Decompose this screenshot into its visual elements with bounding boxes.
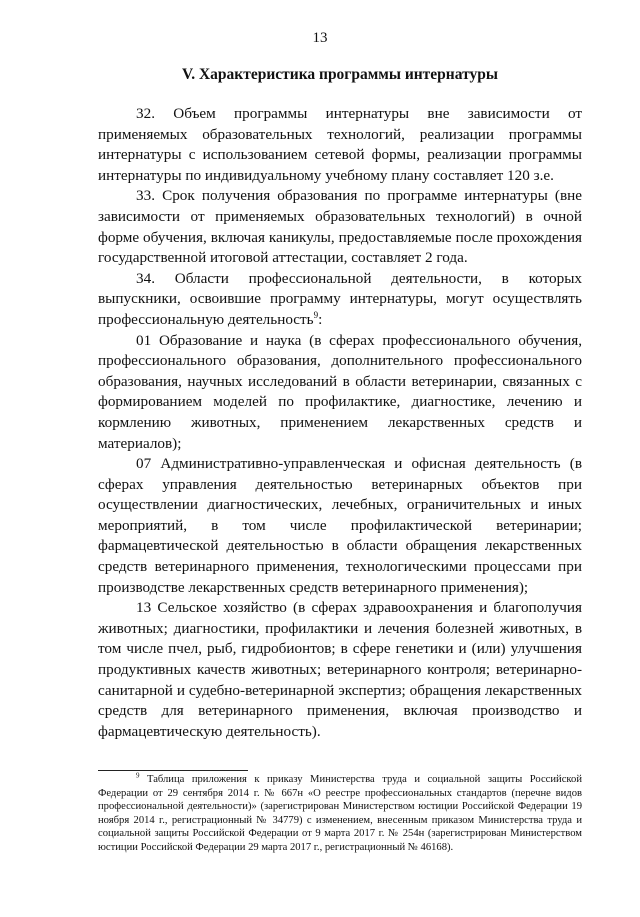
section-heading: V. Характеристика программы интернатуры (182, 66, 498, 83)
footnote-reference[interactable]: 9 (313, 309, 319, 320)
footnote-divider (98, 770, 248, 771)
footnote-text: Таблица приложения к приказу Министерства труда и социальной защиты Российской Федерации от 29 сентября 2014 г. № 667н «О реестре профессиональных стандартов (перечне видов профессиональной деятельности)» (зарегистрирован Министерством юстиции Российской Федерации 19 ноября 2014 г., регистрационный № 34779) с изменением, внесенным приказом Министерства труда и социальной защиты Российской Федерации от 9 марта 2017 г. № 254н (зарегистрирован Министерством юстиции Российской Федерации 29 марта 2017 г., регистрационный № 46168). (98, 774, 582, 853)
area-01-education: 01 Образование и наука (в сферах профессионального обучения, профессионального образования, дополнительного профессионального образования, научных исследований в области ветеринарии, связанных с формированием моделей по профилактике, диагностике, лечению и кормлению животных, применением лекарственных средств и материалов); (98, 331, 582, 452)
paragraph-34-text: 34. Области профессиональной деятельности, в которых выпускники, освоившие программу интернатуры, могут осуществлять профессиональную деятельность (98, 269, 582, 328)
paragraph-32: 32. Объем программы интернатуры вне зависимости от применяемых образовательных технологий, реализации программы интернатуры с использованием сетевой формы, реализации программы интернатуры по индивидуальному учебному плану составляет 120 з.е. (98, 105, 582, 184)
paragraph-34 (98, 269, 582, 331)
area-13-agriculture: 13 Сельское хозяйство (в сферах здравоохранения и благополучия животных; диагностики, профилактики и лечения болезней животных, в том числе пчел, рыб, гидробионтов; в сфере генетики и (или) улучшения продуктивных качеств животных; ветеринарного контроля; ветеринарно-санитарной и судебно-ветеринарной экспертиз; обращения лекарственных средств для ветеринарного применения, включая производство и фармацевтическую деятельность). (98, 599, 582, 740)
paragraph-33: 33. Срок получения образования по программе интернатуры (вне зависимости от применяемых образовательных технологий) в очной форме обучения, включая каникулы, предоставляемые после прохождения государственной итоговой аттестации, составляет 2 года. (98, 187, 582, 267)
footnote (98, 773, 582, 855)
document-body (98, 104, 582, 742)
footnote-marker: 9 (136, 771, 140, 780)
paragraph-34-colon: : (318, 310, 323, 328)
page-number: 13 (312, 30, 328, 46)
area-07-administration: 07 Административно-управленческая и офисная деятельность (в сферах управления деятельностью ветеринарных объектов при осуществлении диагностических, лечебных, ограничительных и иных мероприятий, в том числе профилактической ветеринарии; фармацевтической деятельностью в области обращения лекарственных средств ветеринарного применения, технологическими процессами при производстве лекарственных средств ветеринарного применения); (98, 455, 582, 596)
